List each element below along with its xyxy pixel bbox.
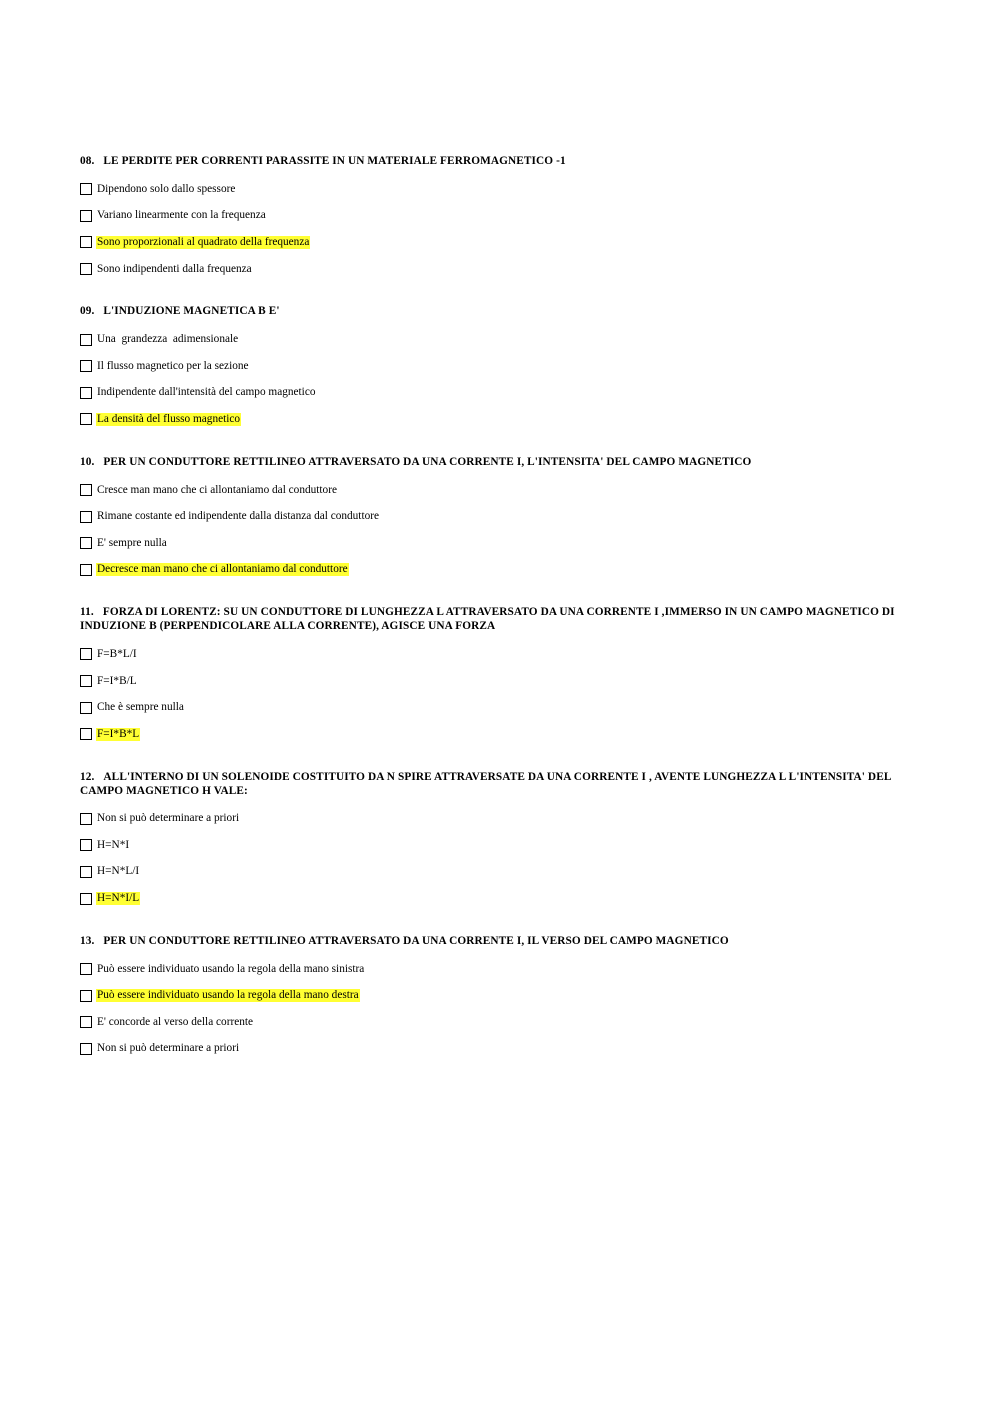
answer-option[interactable] [80, 1009, 910, 1036]
answer-checkbox[interactable] [80, 183, 92, 195]
answer-text: Variano linearmente con la frequenza [97, 209, 266, 222]
answer-checkbox[interactable] [80, 360, 92, 372]
answer-text-highlighted: H=N*I/L [97, 892, 140, 905]
answer-checkbox[interactable] [80, 413, 92, 425]
question-text: LE PERDITE PER CORRENTI PARASSITE IN UN MATERIALE FERROMAGNETICO -1 [103, 155, 566, 167]
answer-text-highlighted: F=I*B*L [97, 727, 140, 740]
question-number: 11. [80, 606, 94, 619]
answer-option[interactable] [80, 530, 910, 557]
answer-option-correct[interactable] [80, 229, 910, 256]
answer-option[interactable] [80, 859, 910, 886]
answer-option[interactable] [80, 503, 910, 530]
answer-option[interactable] [80, 380, 910, 407]
answer-text: Dipendono solo dallo spessore [97, 182, 236, 195]
answer-checkbox[interactable] [80, 675, 92, 687]
answer-option[interactable] [80, 806, 910, 833]
answer-option[interactable] [80, 832, 910, 859]
answer-checkbox[interactable] [80, 564, 92, 576]
answer-option[interactable] [80, 1036, 910, 1063]
answer-text-highlighted: La densità del flusso magnetico [97, 412, 241, 425]
answer-option[interactable] [80, 694, 910, 721]
answer-option[interactable] [80, 256, 910, 283]
question-12 [80, 770, 910, 912]
answer-text: E' sempre nulla [97, 536, 167, 549]
question-title [80, 934, 910, 948]
question-number: 10. [80, 455, 95, 468]
answer-checkbox[interactable] [80, 893, 92, 905]
answer-option[interactable] [80, 326, 910, 353]
answer-checkbox[interactable] [80, 866, 92, 878]
answer-checkbox[interactable] [80, 484, 92, 496]
answer-text: Che è sempre nulla [97, 701, 184, 714]
answer-checkbox[interactable] [80, 1043, 92, 1055]
question-number: 12. [80, 770, 95, 783]
answer-option-correct[interactable] [80, 982, 910, 1009]
answer-checkbox[interactable] [80, 990, 92, 1002]
answer-text: Sono indipendenti dalla frequenza [97, 262, 252, 275]
answer-text: Rimane costante ed indipendente dalla distanza dal conduttore [97, 510, 380, 523]
answer-text: H=N*L/I [97, 865, 140, 878]
question-number: 08. [80, 155, 95, 167]
answer-option-correct[interactable] [80, 406, 910, 433]
question-text: L'INDUZIONE MAGNETICA B E' [103, 305, 280, 318]
answer-text: Non si può determinare a priori [97, 812, 240, 825]
answer-option[interactable] [80, 956, 910, 983]
answer-option[interactable] [80, 641, 910, 668]
question-title [80, 455, 910, 469]
question-text: FORZA DI LORENTZ: SU UN CONDUTTORE DI LUNGHEZZA L ATTRAVERSATO DA UNA CORRENTE I ,IMMERSO IN UN CAMPO MAGNETICO DI INDUZIONE B (PERPENDICOLARE ALLA CORRENTE), AGISCE UNA FORZA [80, 606, 895, 633]
question-title [80, 770, 910, 798]
answer-checkbox[interactable] [80, 1016, 92, 1028]
answer-checkbox[interactable] [80, 702, 92, 714]
question-title [80, 304, 910, 318]
answer-text: Indipendente dall'intensità del campo magnetico [97, 386, 316, 399]
answer-checkbox[interactable] [80, 839, 92, 851]
answer-option[interactable] [80, 477, 910, 504]
answer-option[interactable] [80, 668, 910, 695]
answer-text: E' concorde al verso della corrente [97, 1015, 254, 1028]
question-text: ALL'INTERNO DI UN SOLENOIDE COSTITUITO DA N SPIRE ATTRAVERSATE DA UNA CORRENTE I , AVENTE LUNGHEZZA L L'INTENSITA' DEL CAMPO MAGNETICO H VALE: [80, 770, 891, 797]
answer-checkbox[interactable] [80, 263, 92, 275]
answer-checkbox[interactable] [80, 963, 92, 975]
question-11 [80, 605, 910, 747]
answer-option-correct[interactable] [80, 557, 910, 584]
answer-option-correct[interactable] [80, 721, 910, 748]
answer-checkbox[interactable] [80, 236, 92, 248]
question-title [80, 605, 910, 633]
answer-checkbox[interactable] [80, 813, 92, 825]
question-number: 09. [80, 305, 95, 318]
answer-text: F=B*L/I [97, 647, 137, 660]
answer-text: F=I*B/L [97, 674, 137, 687]
answer-text-highlighted: Decresce man mano che ci allontaniamo dal conduttore [97, 563, 348, 576]
answer-text: Può essere individuato usando la regola della mano sinistra [97, 962, 365, 975]
answer-text-highlighted: Può essere individuato usando la regola della mano destra [97, 989, 359, 1002]
answer-checkbox[interactable] [80, 210, 92, 222]
answer-option[interactable] [80, 353, 910, 380]
answer-text: H=N*I [97, 838, 130, 851]
answer-checkbox[interactable] [80, 728, 92, 740]
answer-checkbox[interactable] [80, 648, 92, 660]
question-10 [80, 455, 910, 583]
answer-option[interactable] [80, 203, 910, 230]
question-text: PER UN CONDUTTORE RETTILINEO ATTRAVERSATO DA UNA CORRENTE I, IL VERSO DEL CAMPO MAGNETICO [103, 934, 729, 947]
question-09 [80, 304, 910, 432]
answer-text: Il flusso magnetico per la sezione [97, 359, 249, 372]
answer-checkbox[interactable] [80, 387, 92, 399]
answer-checkbox[interactable] [80, 511, 92, 523]
answer-option[interactable] [80, 176, 910, 203]
answer-checkbox[interactable] [80, 334, 92, 346]
question-13 [80, 934, 910, 1062]
answer-checkbox[interactable] [80, 537, 92, 549]
answer-text-highlighted: Sono proporzionali al quadrato della frequenza [97, 235, 310, 248]
question-title [80, 154, 910, 168]
answer-option-correct[interactable] [80, 885, 910, 912]
answer-text: Una grandezza adimensionale [97, 333, 239, 346]
answer-text: Non si può determinare a priori [97, 1042, 240, 1055]
question-text: PER UN CONDUTTORE RETTILINEO ATTRAVERSATO DA UNA CORRENTE I, L'INTENSITA' DEL CAMPO MAGNETICO [103, 455, 752, 468]
question-number: 13. [80, 934, 95, 947]
question-08 [80, 154, 910, 282]
quiz-page [80, 154, 910, 1084]
answer-text: Cresce man mano che ci allontaniamo dal conduttore [97, 483, 337, 496]
